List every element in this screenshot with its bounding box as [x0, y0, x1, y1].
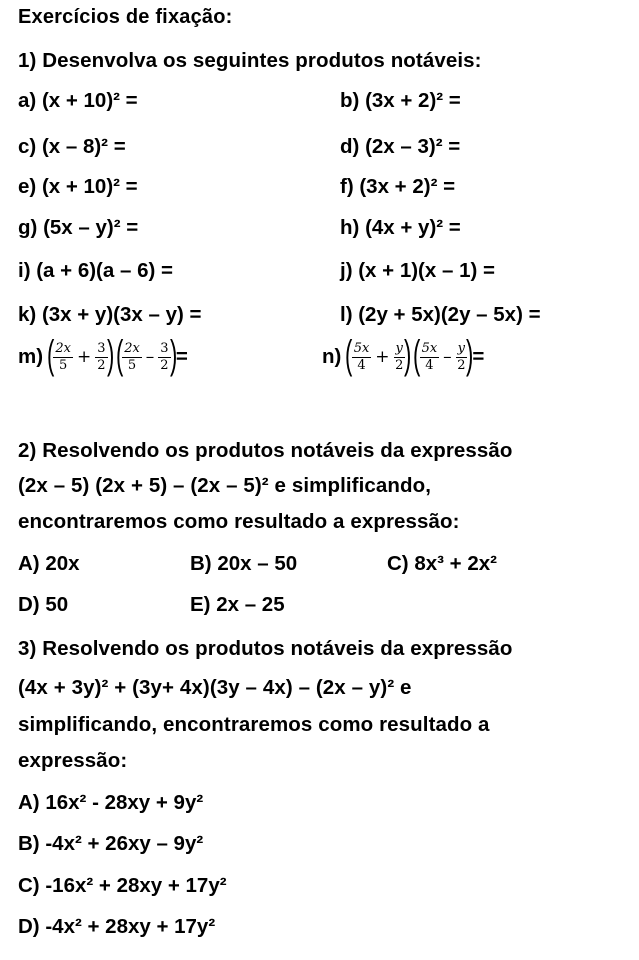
question-3-line-2 — [18, 676, 412, 700]
item-l — [340, 303, 541, 327]
option-2b[interactable] — [190, 552, 297, 576]
item-expression: (3x + y)(3x – y) = — [41, 303, 202, 326]
item-label: a) — [18, 89, 37, 112]
item-expression: (3x + 2)² = — [365, 89, 461, 112]
question-2-line-1: 2) Resolvendo os produtos notáveis da expressão — [18, 439, 513, 462]
item-e — [18, 175, 138, 199]
fraction: $\frac{5x}{4}$ — [421, 340, 438, 373]
item-expression: (x + 1)(x – 1) = — [358, 259, 495, 282]
option-value: 50 — [45, 593, 69, 616]
item-h — [340, 216, 461, 240]
option-value: 20x — [45, 552, 80, 575]
option-label: D) — [18, 915, 40, 938]
option-label: E) — [190, 593, 211, 616]
close-paren: ) — [403, 333, 412, 377]
option-label: C) — [18, 874, 40, 897]
option-3d[interactable] — [18, 915, 215, 939]
option-value: 8x³ + 2x² — [414, 552, 497, 575]
equals-sign: = — [175, 345, 188, 368]
item-n — [322, 333, 485, 377]
item-expression: (5x – y)² = — [43, 216, 139, 239]
option-label: D) — [18, 593, 40, 616]
item-d — [340, 135, 460, 159]
operator: + — [375, 347, 390, 367]
item-b — [340, 89, 461, 113]
item-label: b) — [340, 89, 360, 112]
item-label: i) — [18, 259, 31, 282]
option-value: -16x² + 28xy + 17y² — [45, 874, 227, 897]
item-label: m) — [18, 345, 44, 368]
item-label: g) — [18, 216, 38, 239]
close-paren: ) — [466, 333, 474, 377]
item-c — [18, 135, 126, 159]
fraction: $\frac{2x}{5}$ — [55, 340, 71, 373]
option-2a[interactable] — [18, 552, 80, 576]
close-paren: ) — [169, 333, 177, 377]
option-value: -4x² + 28xy + 17y² — [45, 915, 216, 938]
item-label: l) — [340, 303, 353, 326]
item-label: f) — [340, 175, 354, 198]
question-3-line-1: 3) Resolvendo os produtos notáveis da expressão — [18, 637, 513, 660]
item-expression: (2y + 5x)(2y – 5x) = — [358, 303, 541, 326]
option-value: -4x² + 26xy – 9y² — [45, 832, 204, 855]
option-2e[interactable] — [190, 593, 285, 617]
item-label: c) — [18, 135, 37, 158]
open-paren: ( — [413, 333, 421, 377]
item-label: d) — [340, 135, 360, 158]
fraction: $\frac{5x}{4}$ — [353, 340, 370, 373]
option-label: A) — [18, 791, 40, 814]
question-1-heading: 1) Desenvolva os seguintes produtos notáveis: — [18, 49, 482, 72]
item-expression: (a + 6)(a – 6) = — [36, 259, 173, 282]
item-a — [18, 89, 138, 113]
question-2-line-2 — [18, 474, 431, 498]
item-f — [340, 175, 455, 199]
question-3-line-4: expressão: — [18, 749, 128, 772]
item-label: n) — [322, 345, 342, 368]
option-label: C) — [387, 552, 409, 575]
item-i — [18, 259, 173, 283]
option-2d[interactable] — [18, 593, 68, 617]
item-m — [18, 333, 188, 377]
question-2-expression: (2x – 5) (2x + 5) – (2x – 5)² e simplificando, — [18, 474, 432, 497]
item-expression: (4x + y)² = — [365, 216, 461, 239]
option-label: B) — [18, 832, 40, 855]
item-expression: (x + 10)² = — [41, 89, 138, 112]
open-paren: ( — [345, 333, 353, 377]
item-j — [340, 259, 495, 283]
item-expression: (3x + 2)² = — [359, 175, 456, 198]
open-paren: ( — [115, 333, 124, 377]
option-3c[interactable] — [18, 874, 227, 898]
option-value: 20x – 50 — [217, 552, 298, 575]
close-paren: ) — [106, 333, 114, 377]
operator: + — [77, 347, 92, 367]
fraction: $\frac{3}{2}$ — [97, 340, 106, 373]
operator: – — [443, 347, 452, 367]
item-label: j) — [340, 259, 353, 282]
option-value: 2x – 25 — [216, 593, 285, 616]
item-label: h) — [340, 216, 360, 239]
item-label: k) — [18, 303, 37, 326]
item-expression: (2x – 3)² = — [365, 135, 461, 158]
fraction: $\frac{y}{2}$ — [457, 340, 466, 373]
option-label: A) — [18, 552, 40, 575]
open-paren: ( — [47, 333, 55, 377]
page-title: Exercícios de fixação: — [18, 6, 233, 28]
operator: – — [145, 347, 155, 367]
item-expression: (x + 10)² = — [41, 175, 138, 198]
option-3b[interactable] — [18, 832, 203, 856]
fraction: $\frac{y}{2}$ — [395, 340, 404, 373]
item-label: e) — [18, 175, 37, 198]
option-2c[interactable] — [387, 552, 497, 576]
question-3-line-3: simplificando, encontraremos como resultado a — [18, 713, 490, 736]
option-3a[interactable] — [18, 791, 203, 815]
question-2-line-3: encontraremos como resultado a expressão: — [18, 510, 460, 533]
item-g — [18, 216, 138, 240]
fraction: $\frac{3}{2}$ — [160, 340, 169, 373]
option-label: B) — [190, 552, 212, 575]
equals-sign: = — [472, 345, 485, 368]
item-expression: (x – 8)² = — [41, 135, 126, 158]
item-k — [18, 303, 201, 327]
option-value: 16x² - 28xy + 9y² — [45, 791, 204, 814]
fraction: $\frac{2x}{5}$ — [124, 340, 140, 373]
question-3-expression: (4x + 3y)² + (3y+ 4x)(3y – 4x) – (2x – y)² e — [18, 676, 412, 699]
